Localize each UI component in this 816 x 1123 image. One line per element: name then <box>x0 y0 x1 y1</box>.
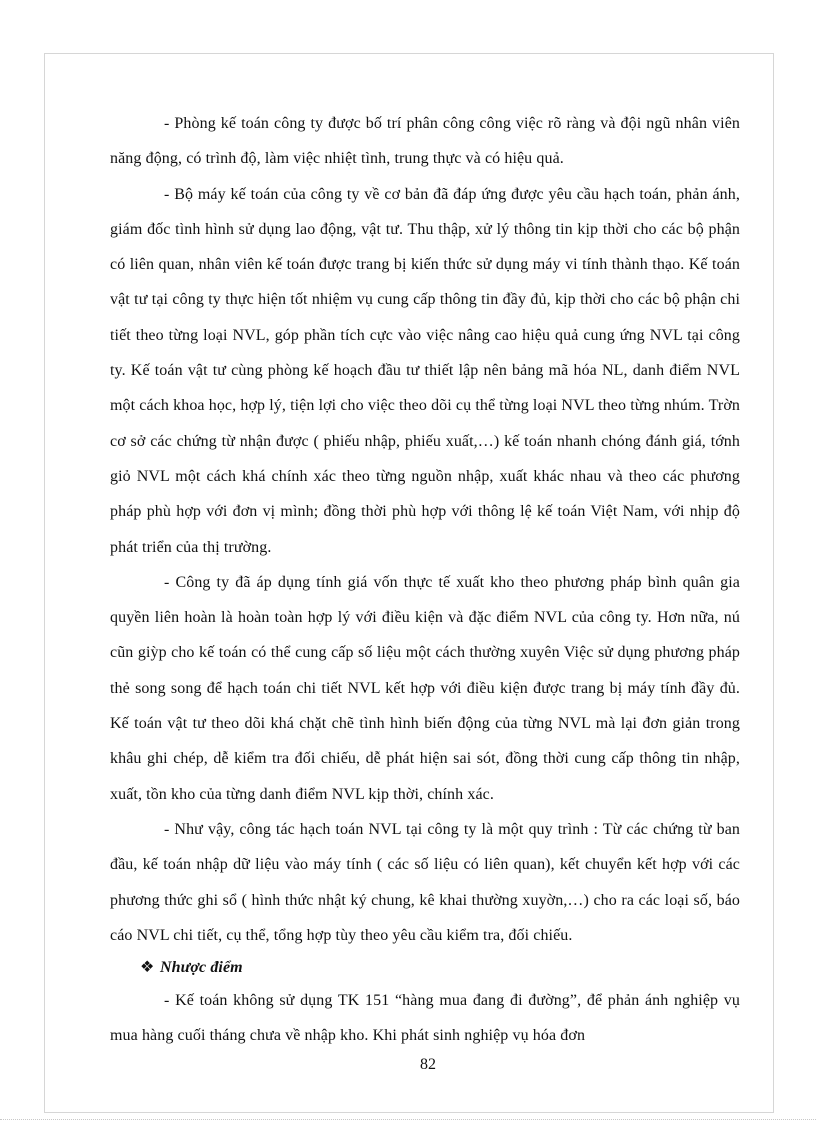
section-heading-disadvantages <box>110 953 740 983</box>
page-bottom-rule <box>0 1119 816 1120</box>
document-body <box>110 106 740 1054</box>
paragraph-accounting-process: - Như vậy, công tác hạch toán NVL tại công ty là một quy trình : Từ các chứng từ ban đầu, kế toán nhập dữ liệu vào máy tính ( các số liệu có liên quan), kết chuyển kết hợp với các phương thức ghi sổ ( hình thức nhật ký chung, kê khai thường xuyờn,…) cho ra các loại số, báo cáo NVL chi tiết, cụ thể, tổng hợp tùy theo yêu cầu kiểm tra, đối chiếu. <box>110 820 740 944</box>
diamond-bullet-icon: ❖ <box>140 959 155 977</box>
paragraph-cost-method: - Công ty đã áp dụng tính giá vốn thực tế xuất kho theo phương pháp bình quân gia quyền liên hoàn là hoàn toàn hợp lý với điều kiện và đặc điểm NVL của công ty. Hơn nữa, nú cũn giỳp cho kế toán có thể cung cấp số liệu một cách thường xuyên Việc sử dụng phương pháp thẻ song song để hạch toán chi tiết NVL kết hợp với điều kiện được trang bị máy tính đầy đủ. Kế toán vật tư theo dõi khá chặt chẽ tình hình biến động của từng NVL mà lại đơn giản trong khâu ghi chép, dễ kiểm tra đối chiếu, dễ phát hiện sai sót, đồng thời cung cấp thông tin nhập, xuất, tồn kho của từng danh điểm NVL kịp thời, chính xác. <box>110 573 740 803</box>
page-number: 82 <box>420 1056 436 1073</box>
paragraph-accounting-department: - Phòng kế toán công ty được bố trí phân công công việc rõ ràng và đội ngũ nhân viên năng động, có trình độ, làm việc nhiệt tình, trung thực và có hiệu quả. <box>110 115 740 168</box>
paragraph-disadvantage-tk151: - Kế toán không sử dụng TK 151 “hàng mua đang đi đường”, để phản ánh nghiệp vụ mua hàng cuối tháng chưa về nhập kho. Khi phát sinh nghiệp vụ hóa đơn <box>110 992 740 1045</box>
section-heading-text: Nhược điểm <box>160 959 243 977</box>
paragraph-accounting-apparatus: - Bộ máy kế toán của công ty về cơ bản đã đáp ứng được yêu cầu hạch toán, phản ánh, giám đốc tình hình sử dụng lao động, vật tư. Thu thập, xử lý thông tin kịp thời cho các bộ phận có liên quan, nhân viên kế toán được trang bị kiến thức sử dụng máy vi tính thành thạo. Kế toán vật tư tại công ty thực hiện tốt nhiệm vụ cung cấp thông tin đầy đủ, kịp thời cho các bộ phận chi tiết theo từng loại NVL, góp phần tích cực vào việc nâng cao hiệu quả cung ứng NVL tại công ty. Kế toán vật tư cùng phòng kế hoạch đầu tư thiết lập nên bảng mã hóa NL, danh điểm NVL một cách khoa học, hợp lý, tiện lợi cho việc theo dõi cụ thể từng loại NVL theo từng nhúm. Trờn cơ sở các chứng từ nhận được ( phiếu nhập, phiếu xuất,…) kế toán nhanh chóng đánh giá, tớnh giỏ NVL một cách khá chính xác theo từng nguồn nhập, xuất khác nhau và theo các phương pháp phù hợp với đơn vị mình; đồng thời phù hợp với thông lệ kế toán Việt Nam, với nhịp độ phát triển của thị trường. <box>110 185 740 556</box>
